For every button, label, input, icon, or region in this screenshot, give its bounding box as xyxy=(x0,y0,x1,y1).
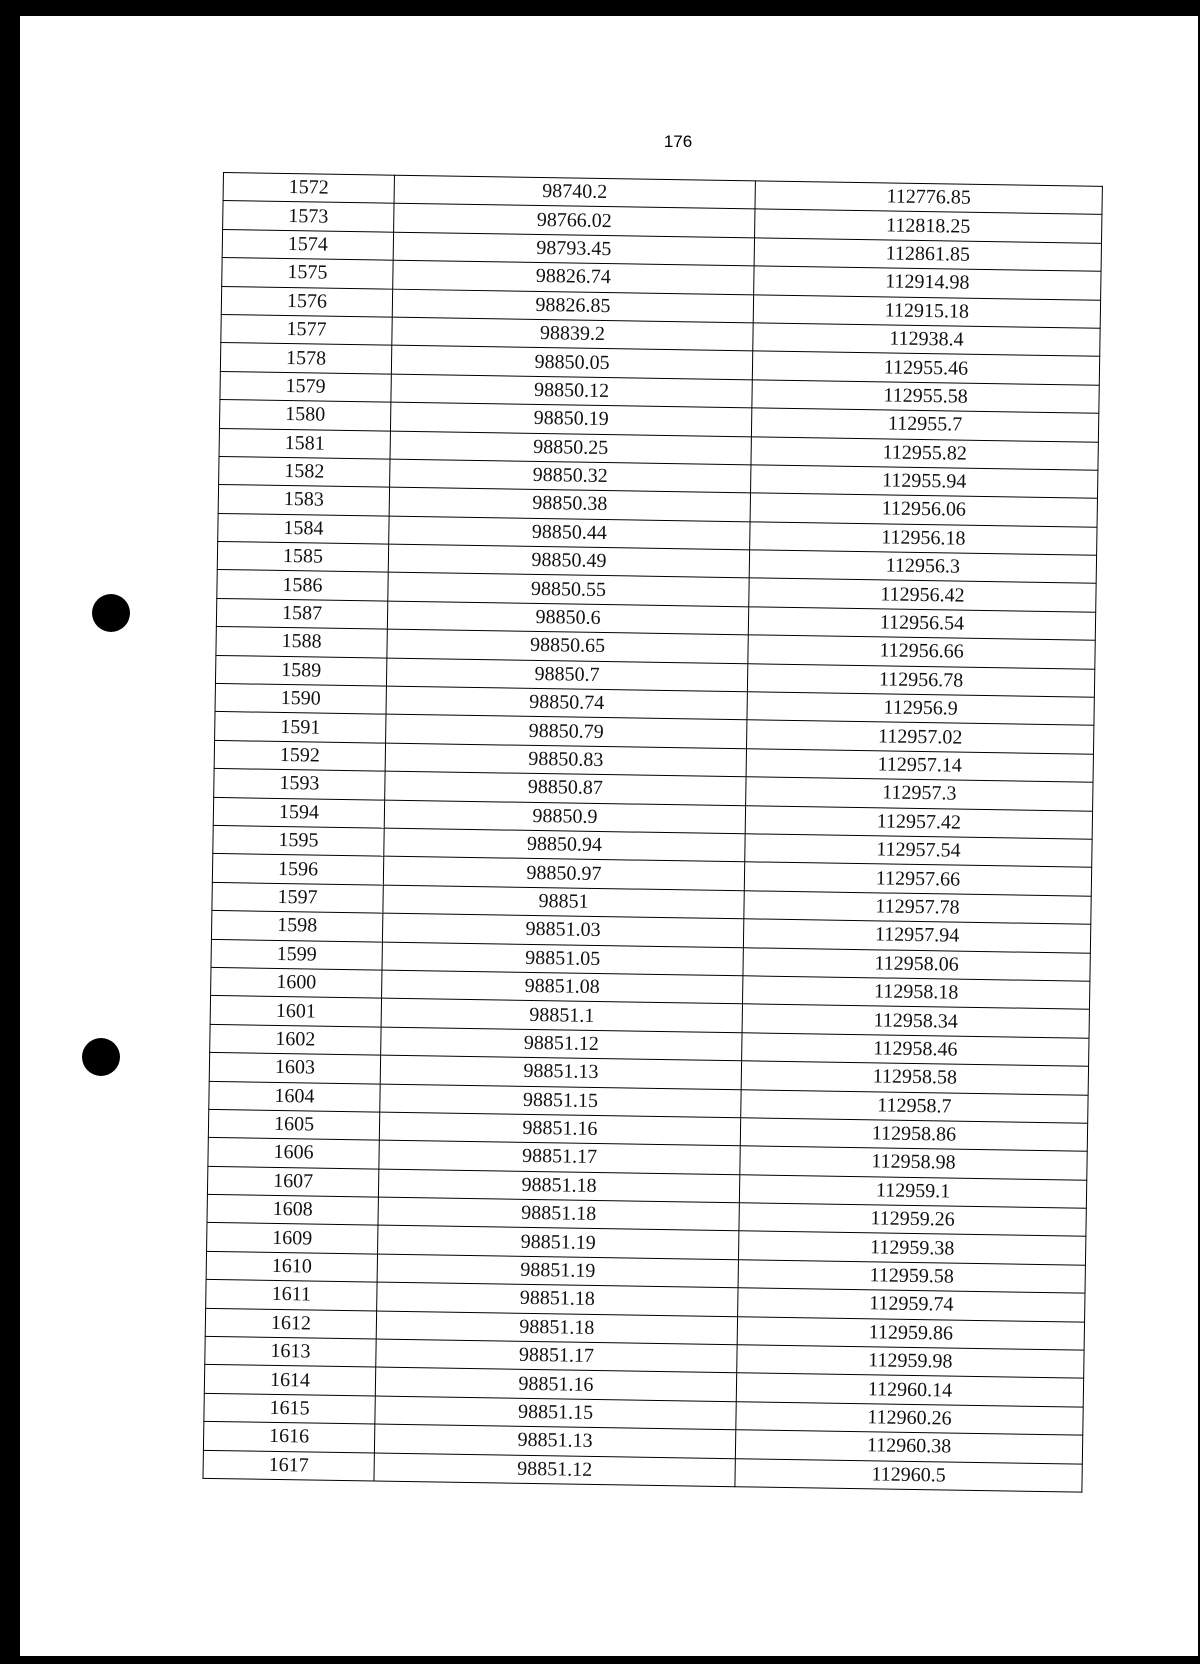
row-index-cell: 1588 xyxy=(216,627,387,658)
value-a-cell: 98851.18 xyxy=(377,1282,738,1316)
value-b-cell: 112958.06 xyxy=(743,947,1090,981)
row-index-cell: 1602 xyxy=(210,1024,381,1055)
value-b-cell: 112938.4 xyxy=(753,323,1100,357)
value-a-cell: 98851.08 xyxy=(382,970,743,1004)
value-a-cell: 98850.55 xyxy=(388,573,749,607)
punch-hole-bottom xyxy=(82,1038,120,1076)
value-b-cell: 112960.38 xyxy=(735,1430,1082,1464)
value-a-cell: 98851.15 xyxy=(380,1084,741,1118)
value-a-cell: 98850.6 xyxy=(387,601,748,635)
value-a-cell: 98851.17 xyxy=(379,1140,740,1174)
row-index-cell: 1595 xyxy=(213,825,384,856)
table-body xyxy=(203,173,1102,1493)
value-a-cell: 98851.16 xyxy=(379,1112,740,1146)
value-a-cell: 98850.83 xyxy=(385,743,746,777)
value-b-cell: 112959.38 xyxy=(738,1231,1085,1265)
row-index-cell: 1606 xyxy=(208,1138,379,1169)
row-index-cell: 1609 xyxy=(207,1223,378,1254)
row-index-cell: 1576 xyxy=(221,286,392,317)
value-b-cell: 112958.86 xyxy=(740,1118,1087,1152)
row-index-cell: 1575 xyxy=(222,258,393,289)
value-b-cell: 112960.5 xyxy=(735,1458,1082,1492)
row-index-cell: 1605 xyxy=(208,1109,379,1140)
row-index-cell: 1582 xyxy=(219,456,390,487)
value-a-cell: 98851.18 xyxy=(378,1197,739,1231)
value-b-cell: 112958.7 xyxy=(741,1089,1088,1123)
row-index-cell: 1613 xyxy=(205,1336,376,1367)
value-b-cell: 112958.18 xyxy=(742,976,1089,1010)
value-a-cell: 98850.94 xyxy=(384,828,745,862)
row-index-cell: 1616 xyxy=(203,1422,374,1453)
value-b-cell: 112959.1 xyxy=(739,1174,1086,1208)
value-b-cell: 112955.82 xyxy=(751,436,1098,470)
value-a-cell: 98850.49 xyxy=(388,544,749,578)
row-index-cell: 1614 xyxy=(204,1365,375,1396)
value-a-cell: 98850.65 xyxy=(387,629,748,663)
value-a-cell: 98826.85 xyxy=(392,289,753,323)
row-index-cell: 1585 xyxy=(217,542,388,573)
value-a-cell: 98850.05 xyxy=(391,346,752,380)
row-index-cell: 1573 xyxy=(223,201,394,232)
value-a-cell: 98850.32 xyxy=(390,459,751,493)
value-a-cell: 98851.15 xyxy=(375,1396,736,1430)
value-a-cell: 98850.74 xyxy=(386,686,747,720)
value-b-cell: 112955.7 xyxy=(751,408,1098,442)
row-index-cell: 1590 xyxy=(215,683,386,714)
value-b-cell: 112956.54 xyxy=(748,607,1095,641)
value-a-cell: 98851.12 xyxy=(374,1453,735,1487)
value-b-cell: 112955.94 xyxy=(751,465,1098,499)
value-b-cell: 112956.06 xyxy=(750,493,1097,527)
value-a-cell: 98850.38 xyxy=(389,487,750,521)
value-a-cell: 98850.19 xyxy=(390,402,751,436)
value-b-cell: 112960.14 xyxy=(736,1373,1083,1407)
data-table xyxy=(202,172,1102,1493)
document-page xyxy=(20,16,1198,1656)
row-index-cell: 1607 xyxy=(207,1166,378,1197)
row-index-cell: 1608 xyxy=(207,1194,378,1225)
row-index-cell: 1572 xyxy=(223,173,394,204)
value-a-cell: 98851.13 xyxy=(374,1424,735,1458)
row-index-cell: 1615 xyxy=(204,1393,375,1424)
row-index-cell: 1579 xyxy=(220,371,391,402)
value-a-cell: 98850.97 xyxy=(383,856,744,890)
value-b-cell: 112956.9 xyxy=(747,692,1094,726)
row-index-cell: 1584 xyxy=(218,513,389,544)
value-b-cell: 112959.98 xyxy=(737,1345,1084,1379)
row-index-cell: 1611 xyxy=(206,1280,377,1311)
value-b-cell: 112958.46 xyxy=(742,1032,1089,1066)
value-a-cell: 98839.2 xyxy=(392,317,753,351)
value-a-cell: 98766.02 xyxy=(394,204,755,238)
value-b-cell: 112956.18 xyxy=(750,522,1097,556)
value-b-cell: 112959.26 xyxy=(739,1203,1086,1237)
value-b-cell: 112959.58 xyxy=(738,1260,1085,1294)
value-a-cell: 98851.1 xyxy=(381,998,742,1032)
row-index-cell: 1577 xyxy=(221,314,392,345)
value-b-cell: 112957.78 xyxy=(744,891,1091,925)
value-a-cell: 98850.25 xyxy=(390,431,751,465)
row-index-cell: 1597 xyxy=(212,882,383,913)
value-a-cell: 98851.18 xyxy=(376,1311,737,1345)
row-index-cell: 1604 xyxy=(209,1081,380,1112)
value-b-cell: 112776.85 xyxy=(755,181,1102,215)
value-b-cell: 112958.98 xyxy=(740,1146,1087,1180)
row-index-cell: 1610 xyxy=(206,1251,377,1282)
value-a-cell: 98850.9 xyxy=(384,800,745,834)
value-b-cell: 112861.85 xyxy=(754,238,1101,272)
row-index-cell: 1591 xyxy=(215,712,386,743)
value-a-cell: 98851.12 xyxy=(381,1027,742,1061)
row-index-cell: 1599 xyxy=(211,939,382,970)
value-b-cell: 112956.42 xyxy=(749,578,1096,612)
row-index-cell: 1612 xyxy=(205,1308,376,1339)
value-b-cell: 112818.25 xyxy=(755,209,1102,243)
value-a-cell: 98851 xyxy=(383,885,744,919)
value-b-cell: 112915.18 xyxy=(753,294,1100,328)
value-b-cell: 112955.58 xyxy=(752,380,1099,414)
value-b-cell: 112959.86 xyxy=(737,1316,1084,1350)
value-a-cell: 98851.19 xyxy=(378,1226,739,1260)
value-b-cell: 112955.46 xyxy=(752,351,1099,385)
value-a-cell: 98851.16 xyxy=(375,1367,736,1401)
value-b-cell: 112914.98 xyxy=(754,266,1101,300)
row-index-cell: 1581 xyxy=(219,428,390,459)
page-number: 176 xyxy=(663,132,693,151)
row-index-cell: 1594 xyxy=(213,797,384,828)
row-index-cell: 1587 xyxy=(216,598,387,629)
value-a-cell: 98850.12 xyxy=(391,374,752,408)
row-index-cell: 1583 xyxy=(218,485,389,516)
value-b-cell: 112956.78 xyxy=(747,663,1094,697)
value-b-cell: 112957.3 xyxy=(746,777,1093,811)
value-a-cell: 98793.45 xyxy=(393,232,754,266)
row-index-cell: 1601 xyxy=(210,996,381,1027)
row-index-cell: 1589 xyxy=(215,655,386,686)
value-a-cell: 98851.17 xyxy=(376,1339,737,1373)
value-b-cell: 112957.94 xyxy=(743,919,1090,953)
value-a-cell: 98826.74 xyxy=(393,260,754,294)
value-a-cell: 98851.05 xyxy=(382,942,743,976)
value-a-cell: 98850.79 xyxy=(386,715,747,749)
value-b-cell: 112958.58 xyxy=(741,1061,1088,1095)
row-index-cell: 1586 xyxy=(217,570,388,601)
row-index-cell: 1598 xyxy=(211,911,382,942)
value-a-cell: 98850.7 xyxy=(386,658,747,692)
row-index-cell: 1600 xyxy=(211,967,382,998)
value-b-cell: 112958.34 xyxy=(742,1004,1089,1038)
row-index-cell: 1580 xyxy=(219,400,390,431)
row-index-cell: 1603 xyxy=(209,1053,380,1084)
row-index-cell: 1578 xyxy=(220,343,391,374)
value-b-cell: 112957.54 xyxy=(745,834,1092,868)
value-a-cell: 98851.19 xyxy=(377,1254,738,1288)
value-b-cell: 112957.66 xyxy=(744,862,1091,896)
row-index-cell: 1593 xyxy=(214,769,385,800)
value-a-cell: 98851.18 xyxy=(378,1169,739,1203)
row-index-cell: 1574 xyxy=(222,229,393,260)
value-a-cell: 98850.87 xyxy=(385,771,746,805)
row-index-cell: 1592 xyxy=(214,740,385,771)
value-a-cell: 98851.13 xyxy=(380,1055,741,1089)
value-a-cell: 98740.2 xyxy=(394,175,755,209)
punch-hole-top xyxy=(92,594,130,632)
value-b-cell: 112957.02 xyxy=(747,720,1094,754)
value-b-cell: 112957.14 xyxy=(746,749,1093,783)
value-b-cell: 112959.74 xyxy=(738,1288,1085,1322)
row-index-cell: 1596 xyxy=(212,854,383,885)
value-a-cell: 98850.44 xyxy=(389,516,750,550)
data-table-container xyxy=(202,172,1098,1493)
value-a-cell: 98851.03 xyxy=(382,913,743,947)
value-b-cell: 112960.26 xyxy=(736,1402,1083,1436)
row-index-cell: 1617 xyxy=(203,1450,374,1481)
value-b-cell: 112957.42 xyxy=(745,805,1092,839)
value-b-cell: 112956.3 xyxy=(749,550,1096,584)
value-b-cell: 112956.66 xyxy=(748,635,1095,669)
